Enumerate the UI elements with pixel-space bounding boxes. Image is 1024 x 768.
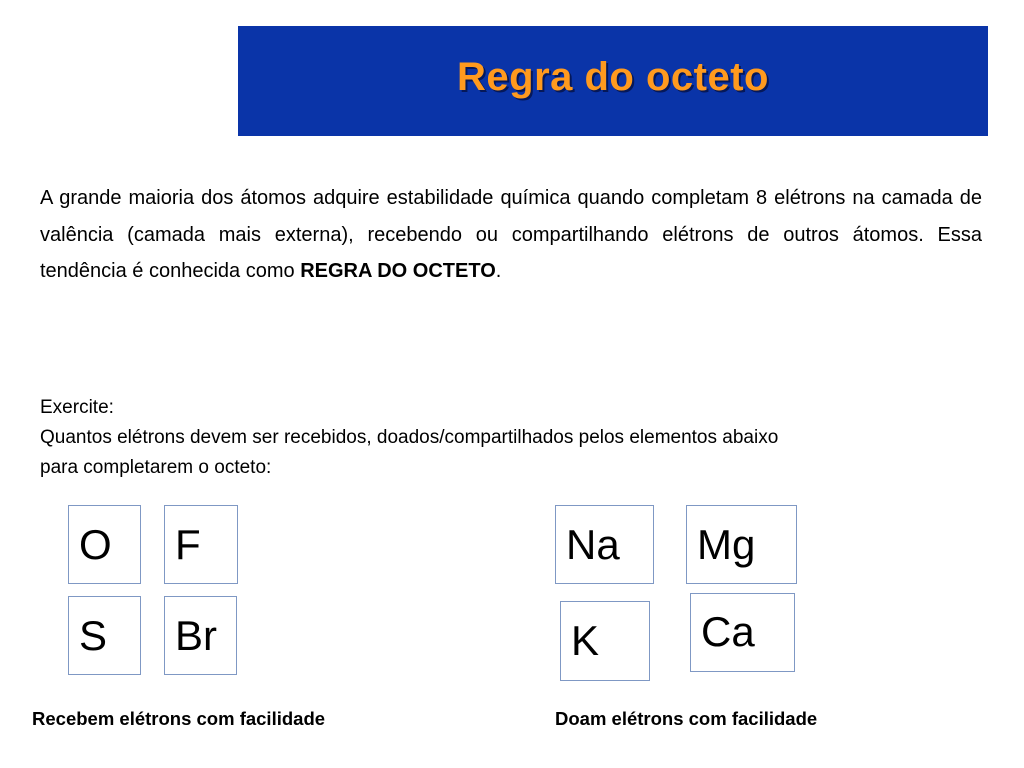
- intro-paragraph: [40, 180, 982, 290]
- element-symbol: K: [571, 617, 600, 664]
- exercise-block: [40, 393, 982, 483]
- element-symbol: O: [79, 521, 112, 568]
- caption-donate: Doam elétrons com facilidade: [555, 708, 818, 729]
- element-box-fluorine: [164, 505, 238, 584]
- intro-emphasis: REGRA DO OCTETO: [300, 260, 496, 282]
- element-box-bromine: [164, 596, 237, 675]
- exercise-question-line-2: para completarem o octeto:: [40, 457, 272, 478]
- exercise-question-line-1: Quantos elétrons devem ser recebidos, doados/compartilhados pelos elementos abaixo: [40, 427, 779, 448]
- element-symbol: Ca: [701, 608, 755, 655]
- element-symbol: Na: [566, 521, 620, 568]
- element-box-sodium: [555, 505, 654, 584]
- element-box-calcium: [690, 593, 795, 672]
- element-symbol: S: [79, 612, 108, 659]
- title-bar: [238, 26, 988, 136]
- element-box-magnesium: [686, 505, 797, 584]
- element-box-sulfur: [68, 596, 141, 675]
- slide-title: Regra do octeto: [457, 54, 769, 99]
- element-symbol: Mg: [697, 521, 756, 568]
- intro-text: A grande maioria dos átomos adquire estabilidade química quando completam 8 elétrons na camada de valência (camada mais externa), recebendo ou compartilhando elétrons de outros átomos. Essa tendência é conhecida como: [40, 187, 982, 282]
- exercise-heading: Exercite:: [40, 397, 114, 418]
- element-symbol: F: [175, 521, 201, 568]
- element-symbol: Br: [175, 612, 217, 659]
- caption-receive: Recebem elétrons com facilidade: [32, 708, 326, 729]
- element-box-oxygen: [68, 505, 141, 584]
- element-box-potassium: [560, 601, 650, 681]
- intro-period: .: [495, 260, 502, 282]
